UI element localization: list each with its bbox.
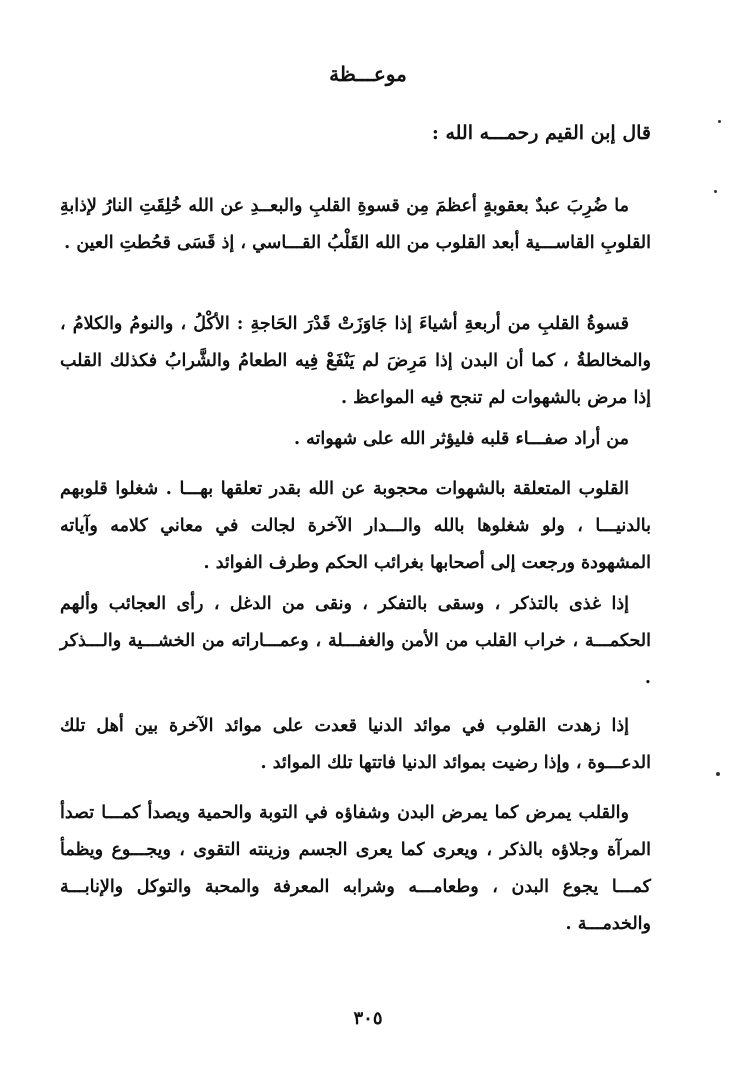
scan-speck bbox=[718, 120, 721, 123]
paragraph-2: قسوةُ القلبِ من أربعةِ أشياءَ إذا جَاوَزَتْ قَدْرَ الحَاجةِ : الأكْلُ ، والنومُ والكلامُ ، والمخالطةُ ، كما أن البدن إذا مَرِضَ لم يَنْفَعْ فِيه الطعامُ والشَّرابُ فكذلك القلب إذا مرض بالشهوات لم تنجح فيه المواعظ . bbox=[60, 313, 651, 408]
scan-speck bbox=[714, 190, 717, 193]
paragraph-6: إذا زهدت القلوب في موائد الدنيا قعدت على موائد الآخرة بين أهل تلك الدعـــوة ، وإذا رضيت بموائد الدنيا فاتتها تلك الموائد . bbox=[60, 715, 651, 773]
paragraph-3: من أراد صفـــاء قلبه فليؤثر الله على شهواته . bbox=[293, 428, 629, 449]
paragraph-7: والقلب يمرض كما يمرض البدن وشفاؤه في التوبة والحمية ويصدأ كمـــا تصدأ المرآة وجلاؤه بالذكر ، ويعرى كما يعرى الجسم وزينته التقوى ، ويجـــوع ويظمأ كمـــا يجوع البدن ، وطعامـــه وشرابه المعرفة والمحبة والتوكل والإنابـــة والخدمـــة . bbox=[60, 802, 651, 934]
page-title: موعـــظة bbox=[329, 62, 407, 86]
page-number: ٣٠٥ bbox=[353, 1008, 383, 1029]
paragraph-4: القلوب المتعلقة بالشهوات محجوبة عن الله بقدر تعلقها بهـــا . شغلوا قلوبهم بالدنيـــا ، ولو شغلوها بالله والـــدار الآخرة لجالت في معاني كلامه وآياته المشهودة ورجعت إلى أصحابها بغرائب الحكم وطرف الفوائد . bbox=[60, 478, 651, 573]
scan-speck bbox=[716, 772, 720, 776]
paragraph-5: إذا غذى بالتذكر ، وسقى بالتفكر ، ونقى من الدغل ، رأى العجائب وألهم الحكمـــة ، خراب القلب من الأمن والغفـــلة ، وعمـــاراته من الخشـــية والـــذكر . bbox=[60, 593, 651, 688]
paragraph-1: ما ضُرِبَ عبدٌ بعقوبةٍ أعظمَ مِن قسوةِ القلبِ والبعــدِ عن الله خُلِقَتِ النارُ لإذابةِ القلوبِ القاســـية أبعد القلوب من الله القَلْبُ القـــاسي ، إذ قَسَى قحُطتِ العين . bbox=[60, 195, 651, 253]
intro-line: قال إبن القيم رحمـــه الله : bbox=[431, 122, 651, 144]
